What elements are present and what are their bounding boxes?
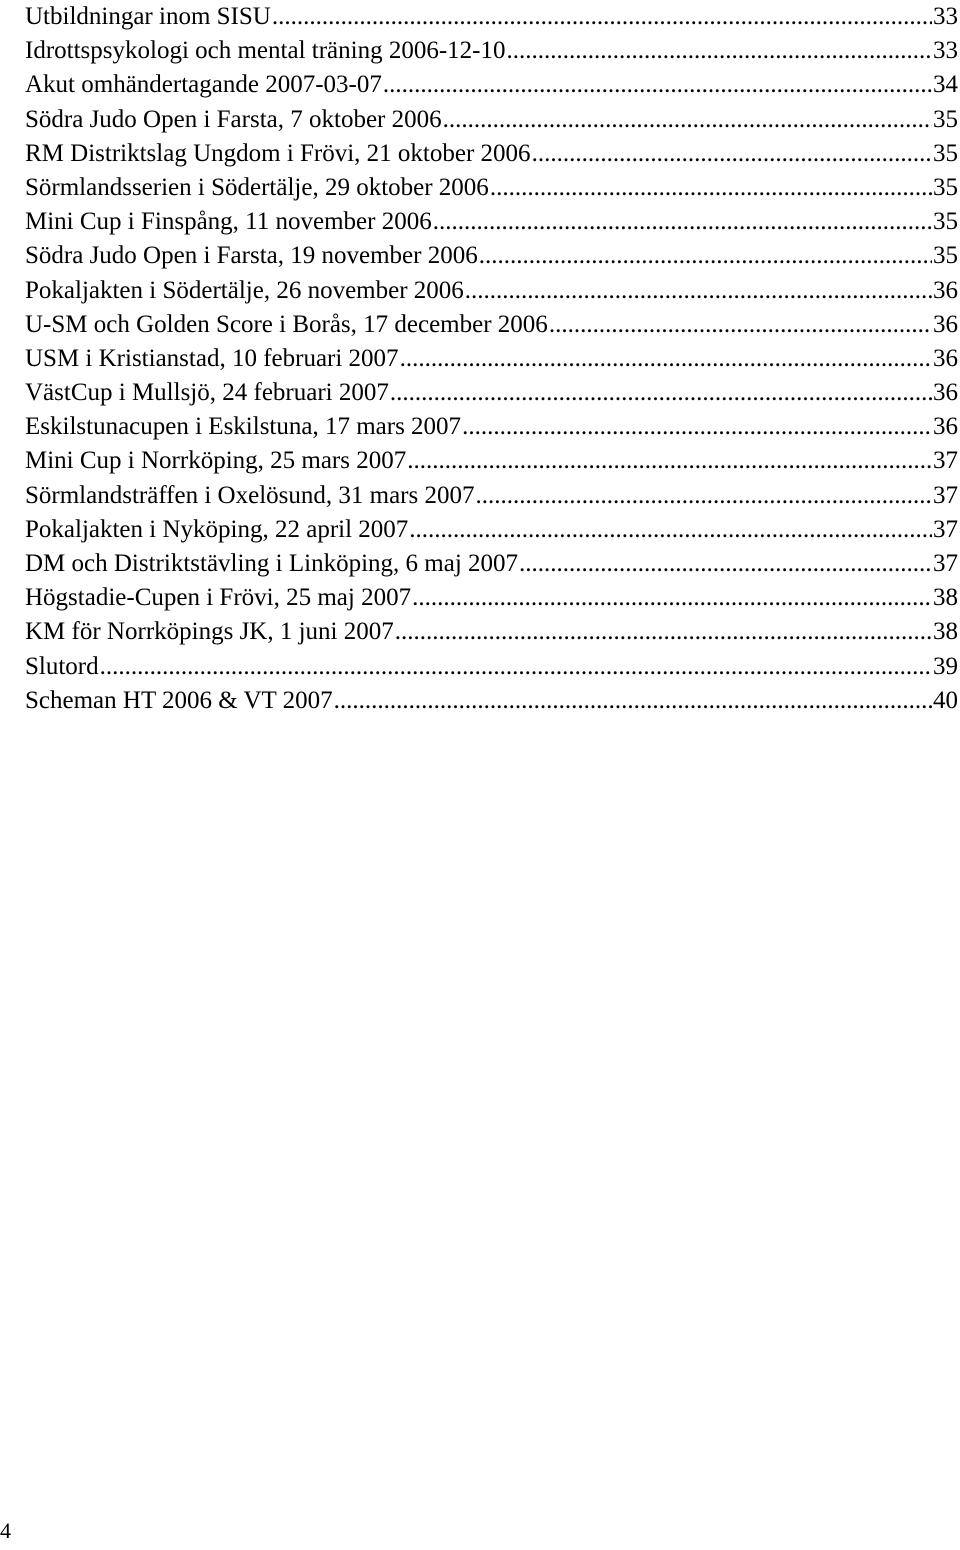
toc-entry-title: Sörmlandsträffen i Oxelösund, 31 mars 2007 — [25, 481, 475, 509]
toc-dot-leader — [395, 615, 932, 649]
toc-entry-page: 36 — [933, 413, 958, 441]
toc-entry[interactable] — [25, 650, 958, 684]
toc-entry[interactable] — [25, 615, 958, 649]
toc-entry-title: VästCup i Mullsjö, 24 februari 2007 — [25, 379, 389, 407]
toc-dot-leader — [506, 34, 932, 68]
toc-entry-title: U-SM och Golden Score i Borås, 17 december 2006 — [25, 310, 548, 338]
toc-entry-page: 33 — [933, 3, 958, 30]
toc-dot-leader — [519, 547, 932, 581]
toc-entry-title: Pokaljakten i Södertälje, 26 november 2006 — [25, 276, 464, 304]
toc-entry-title: Södra Judo Open i Farsta, 19 november 2006 — [25, 242, 478, 270]
toc-entry-title: Idrottspsykologi och mental träning 2006-12-10 — [25, 37, 506, 65]
toc-dot-leader — [412, 581, 932, 615]
toc-entry-title: Sörmlandsserien i Södertälje, 29 oktober 2006 — [25, 173, 489, 201]
toc-dot-leader — [479, 239, 932, 273]
toc-dot-leader — [272, 0, 932, 34]
toc-entry[interactable] — [25, 308, 958, 342]
toc-entry-page: 38 — [933, 584, 958, 612]
toc-dot-leader — [334, 684, 932, 718]
toc-entry[interactable] — [25, 376, 958, 410]
toc-entry[interactable] — [25, 479, 958, 513]
toc-entry[interactable] — [25, 410, 958, 444]
toc-entry-page: 37 — [933, 447, 958, 475]
toc-entry-title: Eskilstunacupen i Eskilstuna, 17 mars 2007 — [25, 413, 462, 441]
toc-entry-page: 37 — [933, 515, 958, 543]
page-number: 4 — [0, 1518, 11, 1543]
toc-entry-page: 36 — [933, 344, 958, 372]
toc-entry[interactable] — [25, 103, 958, 137]
toc-dot-leader — [100, 650, 932, 684]
toc-dot-leader — [383, 68, 932, 102]
toc-entry-title: Slutord — [25, 652, 99, 680]
toc-entry[interactable] — [25, 444, 958, 478]
toc-entry-page: 37 — [933, 481, 958, 509]
table-of-contents — [25, 0, 958, 718]
toc-dot-leader — [390, 376, 932, 410]
toc-entry-title: RM Distriktslag Ungdom i Frövi, 21 oktober 2006 — [25, 139, 531, 167]
toc-entry[interactable] — [25, 547, 958, 581]
toc-entry-title: KM för Norrköpings JK, 1 juni 2007 — [25, 618, 394, 646]
toc-entry-page: 35 — [933, 242, 958, 270]
toc-entry-page: 40 — [933, 686, 958, 714]
toc-dot-leader — [433, 205, 932, 239]
toc-dot-leader — [549, 308, 932, 342]
toc-entry[interactable] — [25, 684, 958, 718]
toc-entry[interactable] — [25, 342, 958, 376]
toc-entry[interactable] — [25, 34, 958, 68]
toc-entry-page: 35 — [933, 139, 958, 167]
toc-entry-page: 39 — [933, 652, 958, 680]
toc-entry-title: Utbildningar inom SISU — [25, 3, 271, 30]
toc-entry[interactable] — [25, 581, 958, 615]
toc-entry[interactable] — [25, 274, 958, 308]
toc-dot-leader — [475, 479, 932, 513]
toc-entry-title: Mini Cup i Finspång, 11 november 2006 — [25, 208, 432, 236]
toc-dot-leader — [465, 274, 932, 308]
toc-dot-leader — [409, 513, 932, 547]
toc-entry-page: 35 — [933, 105, 958, 133]
toc-entry-title: Mini Cup i Norrköping, 25 mars 2007 — [25, 447, 407, 475]
toc-entry-page: 37 — [933, 550, 958, 577]
toc-dot-leader — [462, 410, 932, 444]
toc-entry[interactable] — [25, 205, 958, 239]
toc-dot-leader — [532, 137, 932, 171]
toc-entry-title: Akut omhändertagande 2007-03-07 — [25, 71, 382, 99]
toc-entry-title: Pokaljakten i Nyköping, 22 april 2007 — [25, 515, 409, 543]
toc-entry[interactable] — [25, 0, 958, 34]
toc-entry[interactable] — [25, 239, 958, 273]
toc-dot-leader — [407, 444, 932, 478]
toc-entry-page: 34 — [933, 71, 958, 99]
toc-entry-title: Högstadie-Cupen i Frövi, 25 maj 2007 — [25, 584, 412, 612]
toc-entry[interactable] — [25, 513, 958, 547]
toc-dot-leader — [400, 342, 932, 376]
toc-entry-page: 35 — [933, 173, 958, 201]
toc-entry-title: Scheman HT 2006 & VT 2007 — [25, 686, 333, 714]
toc-entry-page: 33 — [933, 37, 958, 65]
toc-entry-page: 35 — [933, 208, 958, 236]
toc-entry-title: Södra Judo Open i Farsta, 7 oktober 2006 — [25, 105, 442, 133]
toc-dot-leader — [443, 103, 932, 137]
toc-entry-page: 36 — [933, 276, 958, 304]
toc-entry-page: 36 — [933, 310, 958, 338]
toc-entry[interactable] — [25, 171, 958, 205]
toc-entry-title: USM i Kristianstad, 10 februari 2007 — [25, 344, 399, 372]
toc-entry-page: 38 — [933, 618, 958, 646]
toc-dot-leader — [490, 171, 932, 205]
toc-entry-page: 36 — [933, 379, 958, 407]
toc-entry[interactable] — [25, 137, 958, 171]
toc-entry[interactable] — [25, 68, 958, 102]
toc-entry-title: DM och Distriktstävling i Linköping, 6 maj 2007 — [25, 550, 519, 577]
